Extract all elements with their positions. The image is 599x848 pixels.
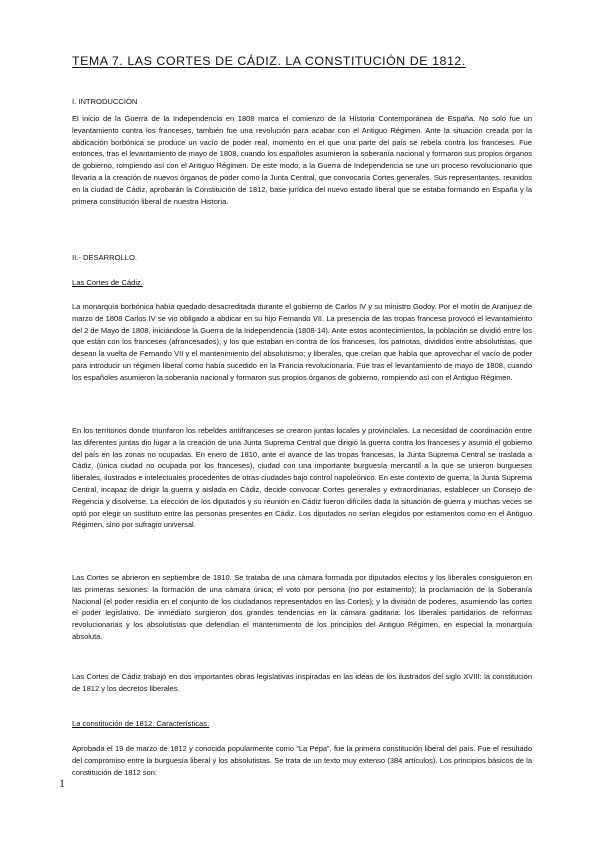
section-heading-introduccion: I. INTRODUCCIÓN (72, 97, 138, 106)
paragraph-monarquia: La monarquía borbónica había quedado desacreditada durante el gobierno de Carlos IV y su ministro Godoy. Por el motín de Aranjuez de marzo de 1808 Carlos IV se vio obligado a abdicar en su hijo Fernando VII. La presencia de las tropas francesa provocó el levantamiento del 2 de Mayo de 1808, iniciándose la Guerra de la Independencia (1808-14). Ante estos acontecimientos, la población se dividió entre los que están con los franceses (afrancesados); y los que estaban en contra de los franceses, los patriotas, divididos entre absolutistas, que desean la vuelta de Fernando VII y el mantenimiento del absolutismo; y liberales, que creían que había que aprovechar el vacío de poder para introducir un régimen liberal como había sucedido en la Francia revolucionaria. Fue tras el levantamiento de mayo de 1808, cuando los españoles asumieron la soberanía nacional y formaron sus propios órganos de gobierno, rompiendo así con el Antiguo Régimen. (72, 302, 532, 382)
paragraph-juntas: En los territorios donde triunfaron los rebeldes antifranceses se crearon juntas locales y provinciales. La necesidad de coordinación entre las diferentes juntas dio lugar a la creación de una Junta Suprema Central que dirigió la guerra contra los franceses y asumió el gobierno del país en las zonas no ocupadas. En enero de 1810, ante el avance de las tropas francesas, la Junta Suprema Central se traslada a Cádiz, (única ciudad no ocupada por los franceses), ciudad con una importante burguesía mercantil a la que se unieron burgueses liberales, ilustrados e intelectuales procedentes de otras ciudades bajo control napoleónico. En este contexto de guerra, la Junta Suprema Central, incapaz de dirigir la guerra y aislada en Cádiz, decide convocar Cortes generales y extraordinarias, establecer un Consejo de Regencia y disolverse. La elección de los diputados y su reunión en Cádiz fueron difíciles dada la situación de guerra y muchas veces se optó por elegir un sustituto entre las personas presentes en Cádiz. Los diputados no serían elegidos por estamentos como en el Antiguo Régimen, sino por sufragio universal. (72, 426, 532, 530)
intro-paragraph: El inicio de la Guerra de la Independencia en 1808 marca el comienzo de la Historia Contemporánea de España. No solo fue un levantamiento contra los franceses, también fue una revolución para acabar con el Antiguo Régimen. Ante la situación creada por la abdicación borbónica se produce un vacío de poder real, momento en el que una parte del país se rebela contra los franceses. Fue entonces, tras el levantamiento de mayo de 1808, cuando los españoles asumieron la soberanía nacional y formaron sus propios órganos de gobierno, rompiendo así con el Antiguo Régimen. De este modo, a la Guerra de Independencia se une un proceso revolucionario que llevaría a la creación de nuevos órganos de poder como la Junta Central, que convocaría Cortes generales. Sus representantes, reunidos en la ciudad de Cádiz, aprobarán la Constitución de 1812, base jurídica del nuevo estado liberal que se estaba formando en España y la primera constitución liberal de nuestra Historia. (72, 114, 532, 206)
subheading-constitucion-1812: La constitución de 1812. Características. (72, 719, 210, 728)
page-number: 1 (59, 776, 65, 790)
paragraph-obras-legislativas: Las Cortes de Cádiz trabajó en dos importantes obras legislativas inspiradas en las ideas de los ilustrados del siglo XVIII: la constitución de 1812 y los decretos liberales. (72, 672, 532, 693)
document-title: TEMA 7. LAS CORTES DE CÁDIZ. LA CONSTITUCIÓN DE 1812. (72, 54, 466, 68)
subheading-cortes-de-cadiz: Las Cortes de Cádiz. (72, 278, 143, 287)
section-heading-desarrollo: II.- DESARROLLO. (72, 253, 137, 262)
paragraph-cortes-abiertas: Las Cortes se abrieron en septiembre de 1810. Se trataba de una cámara formada por diputados electos y los liberales consiguieron en las primeras sesiones: la formación de una cámara única; el voto por persona (no por estamento); la proclamación de la Soberanía Nacional (el poder residía en el conjunto de los ciudadanos representados en las Cortes); y la división de poderes, asumiendo las cortes el poder legislativo. De inmediato surgieron dos grandes tendencias en la cámara gaditana: los liberales partidarios de reformas revolucionarias y los absolutistas que defendían el mantenimiento de los principios del Antiguo Régimen, en especial la monarquía absoluta. (72, 573, 532, 641)
paragraph-constitucion: Aprobada el 19 de marzo de 1812 y conocida popularmente como “La Pepa”, fue la primera constitución liberal del país. Fue el resultado del compromiso entre la burguesía liberal y los absolutistas. Se trata de un texto muy extenso (384 artículos). Los principios básicos de la constitución de 1812 son: (72, 744, 532, 777)
